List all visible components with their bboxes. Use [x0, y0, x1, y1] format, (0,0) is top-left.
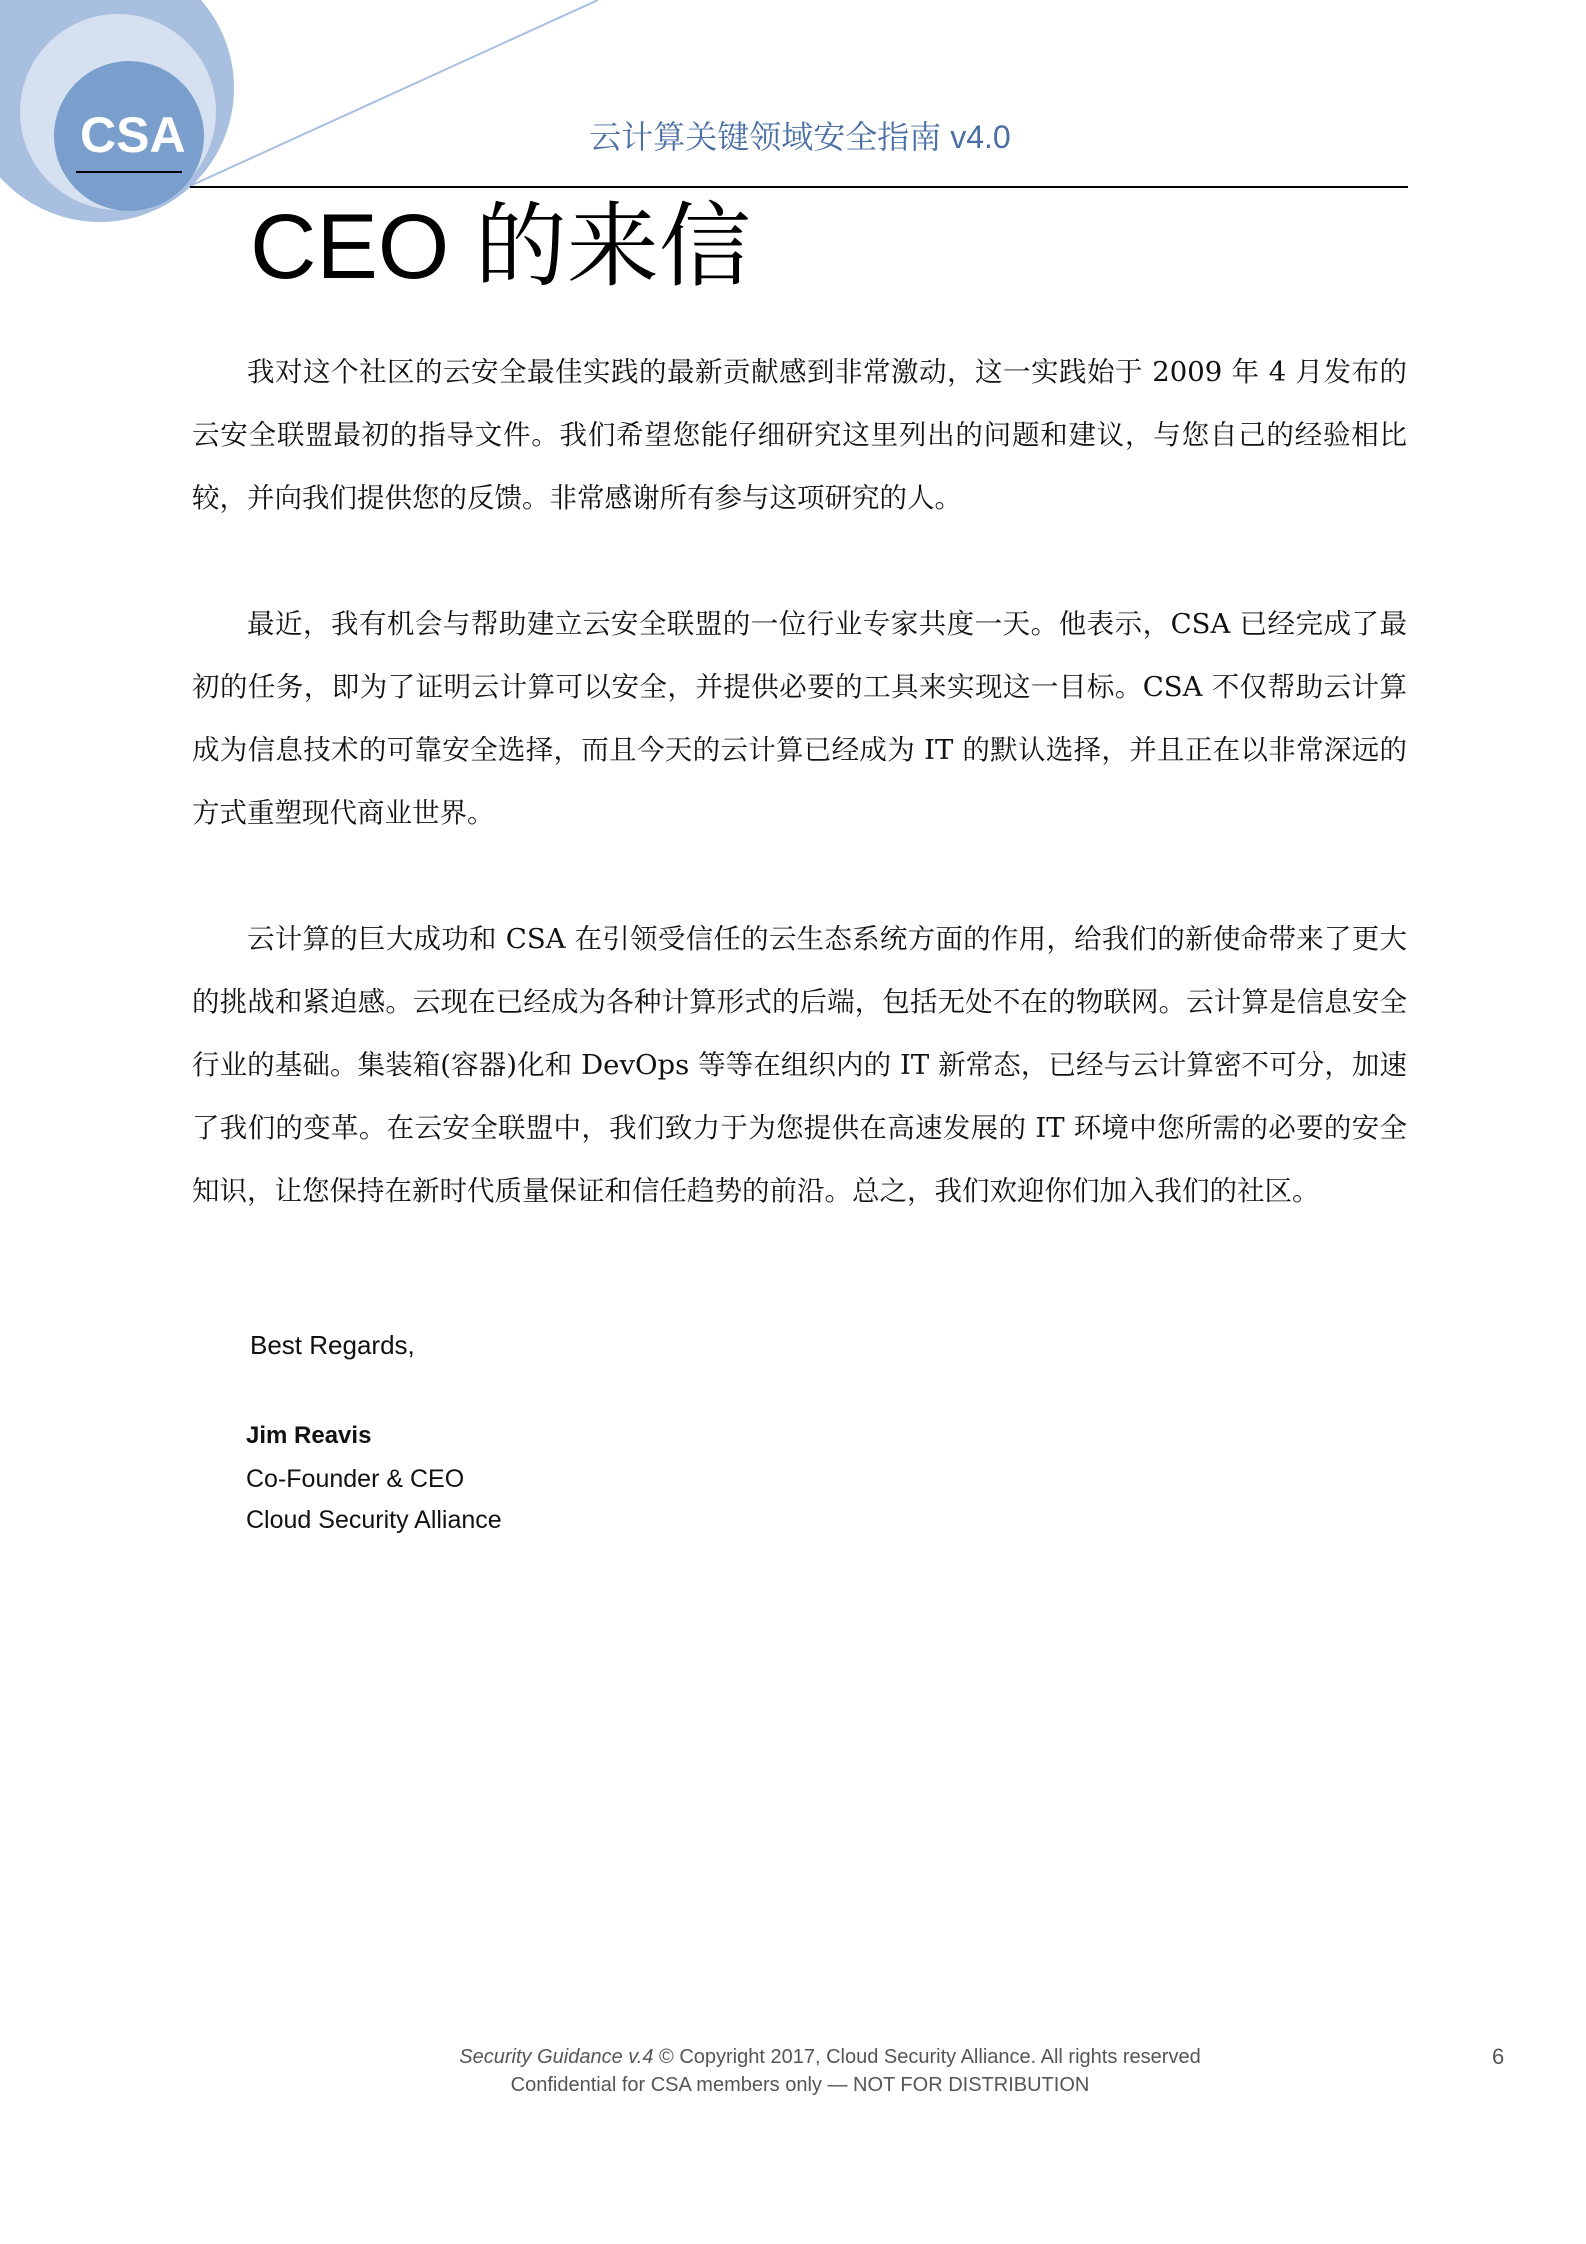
footer-copyright — [330, 2046, 1330, 2069]
paragraph: 最近，我有机会与帮助建立云安全联盟的一位行业专家共度一天。他表示，CSA 已经完成了最初的任务，即为了证明云计算可以安全，并提供必要的工具来实现这一目标。CSA 不仅帮助云计算成为信息技术的可靠安全选择，而且今天的云计算已经成为 IT 的默认选择，并且正在以非常深远的方式重塑现代商业世界。 — [192, 608, 1407, 829]
footer-doc-name: Security Guidance v.4 — [459, 2046, 654, 2068]
paragraph: 我对这个社区的云安全最佳实践的最新贡献感到非常激动，这一实践始于 2009 年 4 月发布的云安全联盟最初的指导文件。我们希望您能仔细研究这里列出的问题和建议，与您自己的经验相比较，并向我们提供您的反馈。非常感谢所有参与这项研究的人。 — [192, 356, 1407, 514]
document-header-title: 云计算关键领域安全指南 v4.0 — [589, 119, 1011, 155]
footer-confidential: Confidential for CSA members only — NOT FOR DISTRIBUTION — [510, 2074, 1090, 2096]
footer-copyright-text: © Copyright 2017, Cloud Security Alliance. All rights reserved — [659, 2046, 1201, 2068]
header-divider — [190, 186, 1408, 188]
letter-body — [192, 341, 1407, 1286]
paragraph: 云计算的巨大成功和 CSA 在引领受信任的云生态系统方面的作用，给我们的新使命带来了更大的挑战和紧迫感。云现在已经成为各种计算形式的后端，包括无处不在的物联网。云计算是信息安全行业的基础。集装箱(容器)化和 DevOps 等等在组织内的 IT 新常态，已经与云计算密不可分，加速了我们的变革。在云安全联盟中，我们致力于为您提供在高速发展的 IT 环境中您所需的必要的安全知识，让您保持在新时代质量保证和信任趋势的前沿。总之，我们欢迎你们加入我们的社区。 — [192, 923, 1407, 1207]
page-title: CEO 的来信 — [250, 196, 751, 298]
signature-name: Jim Reavis — [246, 1422, 372, 1449]
page-number: 6 — [1492, 2044, 1505, 2069]
signature-organization: Cloud Security Alliance — [246, 1506, 502, 1534]
closing: Best Regards, — [250, 1330, 415, 1360]
signature-title: Co-Founder & CEO — [246, 1465, 465, 1493]
logo-text: CSA — [80, 107, 186, 163]
